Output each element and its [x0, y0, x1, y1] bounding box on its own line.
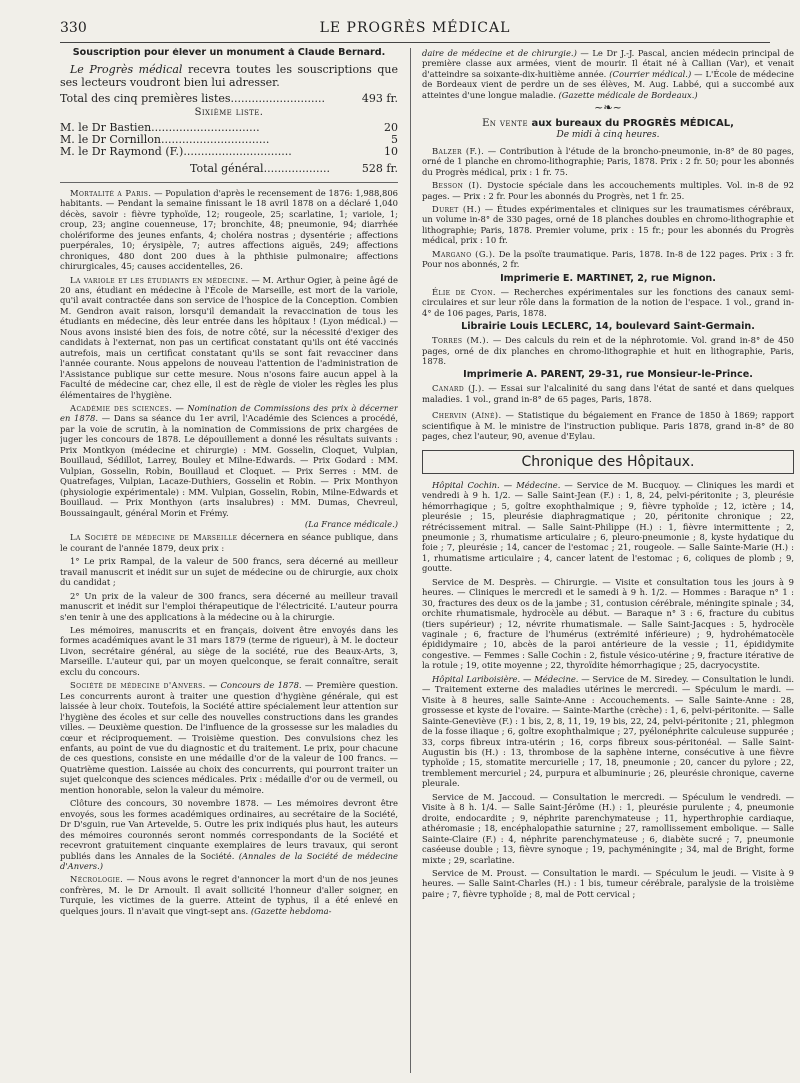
paragraph-head: Mortalité a Paris. — [70, 187, 152, 198]
vente-prefix: En vente — [482, 117, 532, 129]
academie-source: (La France médicale.) — [304, 518, 398, 529]
paragraph-body: — Première question. Les concurrents auront à traiter une question d'hygiène générale, qui est laissée à leur choix. Toutefois, la Société attire spécialement leur attention sur l'hygiène des écoles et sur celle des nouvelles constructions dans les grandes villes. — Deuxième question. De l'influence de la grossesse sur les maladies du cœur et réciproquement. — Troisième question. Des convulsions chez les enfants, au point de vue du diagnostic et du traitement. Le prix, pour chacune de ces questions, consiste en une médaille d'or de la valeur de 100 francs. — Quatrième question. Laissée au choix des concurrents, qui pourront traiter un sujet quelconque des sciences médicales. Prix : médaille d'or ou de vermeil, ou mention honorable, selon la valeur du mémoire. — [60, 680, 398, 795]
publisher-heading: Imprimerie E. MARTINET, 2, rue Mignon. — [500, 272, 716, 284]
publisher-heading: Librairie Louis LECLERC, 14, boulevard Saint-Germain. — [461, 321, 755, 333]
publication-text: Dystocie spéciale dans les accouchements multiples. Vol. in-8 de 92 pages. — Prix : 2 fr. Pour les abonnés du Progrès, net 1 fr. 25. — [422, 180, 794, 201]
cochin-paragraph — [422, 480, 794, 574]
publication-author: Torres (M.). — [432, 335, 490, 346]
publication-author: Duret (H.) — [432, 203, 481, 214]
publication-text: — Contribution à l'étude de la broncho-pneumonie, in-8° de 80 pages, orné de 1 planche en chromo-lithographie; Paris, 1878. Prix : 2 fr. 50; pour les abonnés du Progrès médical, prix : 1 fr. 75. — [422, 145, 794, 177]
subscriber-name: M. le Dr Bastien............................... — [60, 120, 260, 134]
paragraph-body: — Consultation le mardi. — Spéculum le jeudi. — Visite à 9 heures. — Salle Saint-Charles (H.) : 1 bis, tumeur cérébrale, paralysie de la troisième paire ; 7, fièvre typhoïde ; 8, mal de Pott cervical ; — [422, 868, 794, 899]
paragraph-body: — Le Dr J.-J. Pascal, ancien médecin principal de première classe aux armées, vient de mourir. Il était né à Callian (Var), et venait d'atteindre sa soixante-dix-huitième année. — [422, 48, 794, 79]
subscription-intro — [60, 63, 398, 89]
publication-item — [422, 204, 794, 246]
paragraph-head: La variole et les étudiants en médecine. — [70, 274, 249, 285]
publication-author: Chervin (Aîné). — [432, 410, 502, 421]
lariboisiere-paragraph — [422, 674, 794, 789]
paragraph-body: — Consultation le mercredi. — Spéculum le vendredi. — Visite à 8 h. 1/4. — Salle Saint-Jérôme (H.) : 1, pleurésie purulente ; 4, pneumonie droite, endocardite ; 9, néphrite parenchymateuse ; 11, hyperthrophie cardiaque, athéromasie ; 18, encéphalopathie saturnine ; 27, ramollissement embolique. — Salle Sainte-Claire (F.) : 4, néphrite parenchymateuse ; 6, diabète sucré ; 7, pneumonie caséeuse double ; 13, fièvre synoque ; 19, pachyméningite ; 34, mal de Bright, forme mixte ; 29, scarlatine. — [422, 791, 794, 865]
vente-subtitle: De midi à cinq heures. — [556, 129, 660, 140]
subscriber-amount: 10 — [384, 144, 398, 158]
publication-text: — Statistique du bégaiement en France de 1850 à 1869; rapport scientifique à M. le ministre de l'instruction publique. Paris 1878, grand in-8° de 80 pages, chez l'auteur, 90, avenue d'Eylau. — [422, 410, 794, 442]
paragraph-body: — Dans sa séance du 1er avril, l'Académie des Sciences a procédé, par la voie de scrutin, à la nomination de Commissions de prix chargées de juger les concours de 1878. Le dépouillement a donné les résultats suivants : Prix Montkyon (médecine et chirurgie) : MM. Gosselin, Cloquet, Vulpian, Bouillaud, Sédillot, Larrey, Bouley et Milne-Edwards. — Prix Godard : MM. Vulpian, Gosselin, Robin, Bouillaud et Cloquet. — Prix Serres : MM. de Quatrefages, Vulpian, Lacaze-Duthiers, Gosselin et Robin. — Prix Monthyon (physiologie expérimentale) : MM. Vulpian, Gosselin, Robin, Milne-Edwards et Bouillaud. — Prix Monthyon (arts insalubres) : MM. Dumas, Chevreul, Boussaingault, général Morin et Frémy. — [60, 413, 398, 518]
jaccoud-paragraph — [422, 792, 794, 865]
previous-lists-amount: 493 fr. — [361, 92, 398, 106]
publication-author: Margano (G.). — [432, 248, 496, 259]
paragraph-head: Service de M. Desprès. — [432, 576, 537, 587]
journal-name: Le Progrès médical — [70, 63, 183, 77]
subscriber-name: M. le Dr Cornillon............................... — [60, 132, 270, 146]
publisher-heading: Imprimerie A. PARENT, 29-31, rue Monsieur-le-Prince. — [463, 369, 753, 381]
mortalite-paragraph — [60, 188, 398, 272]
paragraph-source: (Annales de la Société de médecine d'Anvers.) — [60, 850, 398, 871]
list-title: Sixième liste. — [194, 107, 264, 119]
paragraph-body: — Population d'après le recensement de 1876: 1,988,806 habitants. — Pendant la semaine finissant le 18 avril 1878 on a déclaré 1,040 décès, savoir : fièvre typhoïde, 12; rougeole, 25; scarlatine, 1; variole, 1; croup, 23; angine couenneuse, 17; bronchite, 48; pneumonie, 94; diarrhée cholériforme des jeunes enfants, 4; choléra nostras ; dysentérie ; affections puerpérales, 10; érysipèle, 7; autres affections aiguës, 249; affections chroniques, 480 dont 200 dues à la phthisie pulmonaire; affections chirurgicales, 45; causes accidentelles, 26. — [60, 187, 398, 272]
total-row — [60, 162, 398, 176]
ornament-divider: ~❧~ — [594, 101, 622, 115]
subscriber-name: M. le Dr Raymond (F.)............................... — [60, 144, 292, 158]
vente-title: aux bureaux du PROGRÈS MÉDICAL, — [531, 117, 734, 129]
paragraph-source: (Courrier médical.) — [609, 68, 692, 79]
journal-title: LE PROGRÈS MÉDICAL — [319, 20, 511, 36]
paragraph-subhead: — Nomination de Commissions des prix à décerner en 1878. — [60, 402, 398, 424]
publication-item — [422, 335, 794, 366]
publication-author: Élie de Cyon. — [432, 286, 496, 297]
paragraph-subhead: — Concours de 1878. — [205, 680, 302, 691]
paragraph-head: La Société de médecine de Marseille — [70, 532, 238, 543]
paragraph-head: Société de médecine d'Anvers. — [70, 680, 206, 691]
necrologie-continuation — [422, 48, 794, 100]
publication-text: De la psoïte traumatique. Paris, 1878. In-8 de 122 pages. Prix : 3 fr. Pour nos abonnés, 2 fr. — [422, 248, 794, 270]
page-header — [60, 20, 770, 43]
publication-author: Besson (I). — [432, 180, 483, 191]
section-separator — [60, 182, 398, 183]
vente-heading — [422, 118, 794, 130]
variole-paragraph — [60, 275, 398, 400]
subscriber-amount: 20 — [384, 120, 398, 134]
paragraph-body: Clôture des concours, 30 novembre 1878. — Les mémoires devront être envoyés, sous les formes académiques ordinaires, au secrétaire de la Société, Dr D'sguin, rue Van Artevelde, 5. Outre les prix indiqués plus haut, les auteurs des mémoires couronnés seront nommés correspondants de la Société et recevront gratuitement cinquante exemplaires de leurs travaux, qui seront publiés dans les Annales de la Société. — [60, 798, 398, 861]
right-column — [422, 48, 794, 902]
paragraph-body: — Service de M. Bucquoy. — Cliniques les mardi et vendredi à 9 h. 1/2. — Salle Saint-Jean (F.) : 1, 8, 24, pelvi-péritonite ; 3, pleurésie hémorrhagique ; 5, goître exophthalmique ; 9, fièvre typhoïde ; 12, ictère ; 14, pleurésie ; 15, pleurésie diaphragmatique ; 20, péritonite chronique ; 22, rétrécissement mitral. — Salle Saint-Philippe (H.) : 1, fièvre intermittente ; 2, pneumonie ; 3, rhumatisme articulaire ; 6, pleuro-pneumonie ; 8, kyste hydatique du foie ; 7, pleurésie ; 14, cancer de l'estomac ; 21, rougeole. — Salle Sainte-Marie (H.) : 1, rhumatisme articulaire ; 4, cancer latent de l'estomac ; 6, coliques de plomb ; 9, goutte. — [422, 479, 794, 574]
prize-1: 1° Le prix Rampal, de la valeur de 500 francs, sera décerné au meilleur travail manuscrit et inédit sur un sujet de médecine ou de chirurgie, aux choix du candidat ; — [60, 556, 398, 588]
paragraph-head: Académie des sciences. — [70, 402, 173, 413]
publication-text: — Recherches expérimentales sur les fonctions des canaux semi-circulaires et sur leur rôle dans la formation de la notion de l'espace. 1 vol., grand in-4° de 106 pages, Paris, 1878. — [422, 286, 794, 318]
paragraph-body: — L'École de médecine de Bordeaux vient de perdre un de ses élèves, M. Aug. Labbé, qui a succombé aux atteintes d'une longue maladie. — [422, 68, 794, 100]
left-column — [60, 48, 398, 919]
proust-paragraph — [422, 868, 794, 899]
publication-text: — Études expérimentales et cliniques sur les traumatismes cérébraux, un volume in-8° de 330 pages, orné de 18 planches doubles en chromo-lithographie et lithographie; Paris, 1878. Premier volume, prix : 15 fr.; pour les abonnés du Progrès médical, prix : 10 fr. — [422, 203, 794, 246]
publication-item — [422, 383, 794, 404]
paragraph-body: — M. Arthur Ogier, à peine âgé de 20 ans, étudiant en médecine à l'École de Marseille, est mort de la variole, qu'il avait contractée dans son service de l'hospice de la Conception. Combien M. Gendron avait raison, lorsqu'il demandait la revaccination de tous les étudiants en médecine, dès leur entrée dans les hôpitaux ! (Lyon médical.) — Nous avons insisté bien des fois, de notre côté, sur la nécessité d'exiger des candidats à l'externat, non pas un certificat constatant qu'ils ont été vaccinés autrefois, mais un certificat constatant qu'ils se sont fait revacciner dans l'année courante. Nous appelons de nouveau l'attention de l'administration de l'Assistance publique sur cette mesure. Nous n'osons faire aucun appel à la Faculté de médecine car, chez elle, il est de règle de violer les règles les plus élémentaires de l'hygiène. — [60, 274, 398, 400]
publication-item — [422, 287, 794, 318]
publication-text: — Essai sur l'alcalinité du sang dans l'état de santé et dans quelques maladies. 1 vol., grand in-8° de 65 pages, Paris, 1878. — [422, 383, 794, 404]
paragraph-body: décernera en séance publique, dans le courant de l'année 1879, deux prix : — [60, 532, 398, 553]
column-divider — [410, 48, 411, 1073]
paragraph-body: — Nous avons le regret d'annoncer la mort d'un de nos jeunes confrères, M. le Dr Arnoult. Il avait sollicité l'honneur d'aller soigner, en Turquie, les victimes de la guerre. Atteint de typhus, il a été enlevé en quelques jours. Il n'avait que vingt-sept ans. — [60, 874, 398, 916]
subscription-section — [60, 48, 398, 176]
paragraph-body: — Service de M. Siredey. — Consultation le lundi. — Traitement externe des maladies utérines le mercredi. — Spéculum le mardi. — Visite à 8 heures, salle Sainte-Anne : Accouchements. — Salle Sainte-Anne : 28, grossesse et kyste de l'ovaire. — Sainte-Marthe (crèche) : 1, 6, pelvi-péritonite. — Salle Sainte-Geneviève (F.) : 1 bis, 2, 8, 11, 19, 19 bis, 22, 24, pelvi-péritonite ; 21, phlegmon de la fosse iliaque ; 6, goître exophthalmique ; 27, pyélonéphrite calculeuse suppurée ; 33, corps fibreux intra-utérin ; 16, corps fibreux sous-péritonéal. — Salle Saint-Augustin bis (H.) : 13, thrombose de la saphène interne, consécutive à une fièvre typhoïde ; 15, stomatite mercurielle ; 17, 18, pneumonie ; 20, cancer du pylore ; 22, tremblement mercuriel ; 24, purpura et albuminurie ; 26, pleurésie chronique, caverne pleurale. — [422, 673, 794, 789]
paragraph-source: (Gazette médicale de Bordeaux.) — [558, 89, 698, 100]
paragraph-source: (Gazette hebdoma- — [250, 905, 332, 916]
subscriber-amount: 5 — [391, 132, 398, 146]
prize-2: 2° Un prix de la valeur de 300 francs, sera décerné au meilleur travail manuscrit et inédit sur l'emploi thérapeutique de l'électricité. L'auteur pourra s'en tenir à une des applications à la médecine ou à la chirurgie. — [60, 590, 398, 622]
publication-author: Canard (J.). — [432, 383, 485, 394]
memoires-paragraph: Les mémoires, manuscrits et en français, doivent être envoyés dans les formes académiques avant le 31 mars 1879 (terme de rigueur), à M. le docteur Livon, secrétaire général, au siège de la société, rue des Beaux-Arts, 3, Marseille. L'auteur qui, par un moyen quelconque, se ferait connaître, serait exclu du concours. — [60, 625, 398, 677]
publication-item — [422, 146, 794, 177]
previous-lists-label: Total des cinq premières listes........................... — [60, 92, 325, 106]
anvers-paragraph — [60, 680, 398, 795]
marseille-paragraph — [60, 532, 398, 553]
total-amount: 528 fr. — [361, 161, 398, 175]
publication-item — [422, 180, 794, 201]
paragraph-head: Hôpital Lariboisière. — Médecine. — [432, 673, 579, 684]
anvers-closing — [60, 798, 398, 871]
subscription-intro-text: recevra toutes les souscriptions que ses lecteurs voudront bien lui adresser. — [60, 63, 398, 90]
academie-paragraph — [60, 403, 398, 518]
subscription-title: Souscription pour élever un monument à Claude Bernard. — [72, 48, 386, 58]
previous-lists-row — [60, 92, 398, 105]
paragraph-head: Nécrologie. — [70, 874, 124, 885]
page-number: 330 — [60, 20, 87, 36]
paragraph-head: Service de M. Proust. — [432, 868, 527, 878]
subscriber-row — [60, 146, 398, 158]
paragraph-head: Service de M. Jaccoud. — [432, 791, 536, 802]
paragraph-source: daire de médecine et de chirurgie.) — [422, 48, 577, 58]
necrologie-paragraph — [60, 874, 398, 916]
despres-paragraph — [422, 577, 794, 671]
publication-item — [422, 249, 794, 270]
publication-text: — Des calculs du rein et de la néphrotomie. Vol. grand in-8° de 450 pages, orné de dix planches en chromo-lithographie et huit en lithographie, Paris, 1878. — [422, 335, 794, 366]
paragraph-head: Hôpital Cochin. — Médecine. — [432, 479, 561, 490]
paragraph-body: — Chirurgie. — Visite et consultation tous les jours à 9 heures. — Cliniques le mercredi et le samedi à 9 h. 1/2. — Hommes : Baraque n° 1 : 30, fractures des deux os de la jambe ; 31, contusion cérébrale, méningite spinale ; 34, orchite rhumatismale, hydrocèle au début. — Baraque n° 3 : 6, fracture du cubitus (tiers supérieur) ; 12, névrite rhumatismale. — Salle Saint-Jacques : 5, hydrocèle vaginale ; 6, fracture de l'humérus (extrémité inférieure) ; 9, hydrohématocèle épididymaire ; 10, abcès de la paroi antérieure de la vessie ; 11, épididymite congestive. — Femmes : Salle Cochin : 2, fistule vésico-utérine ; 9, fracture itérative de la rotule ; 19, otite moyenne ; 22, thyroïdite hémorrhagique ; 25, dacryocystite. — [422, 576, 794, 671]
publication-item — [422, 410, 794, 441]
total-label: Total général................... — [190, 161, 331, 175]
chronique-title: Chronique des Hôpitaux. — [422, 450, 794, 474]
publication-author: Balzer (F.). — [432, 145, 485, 156]
